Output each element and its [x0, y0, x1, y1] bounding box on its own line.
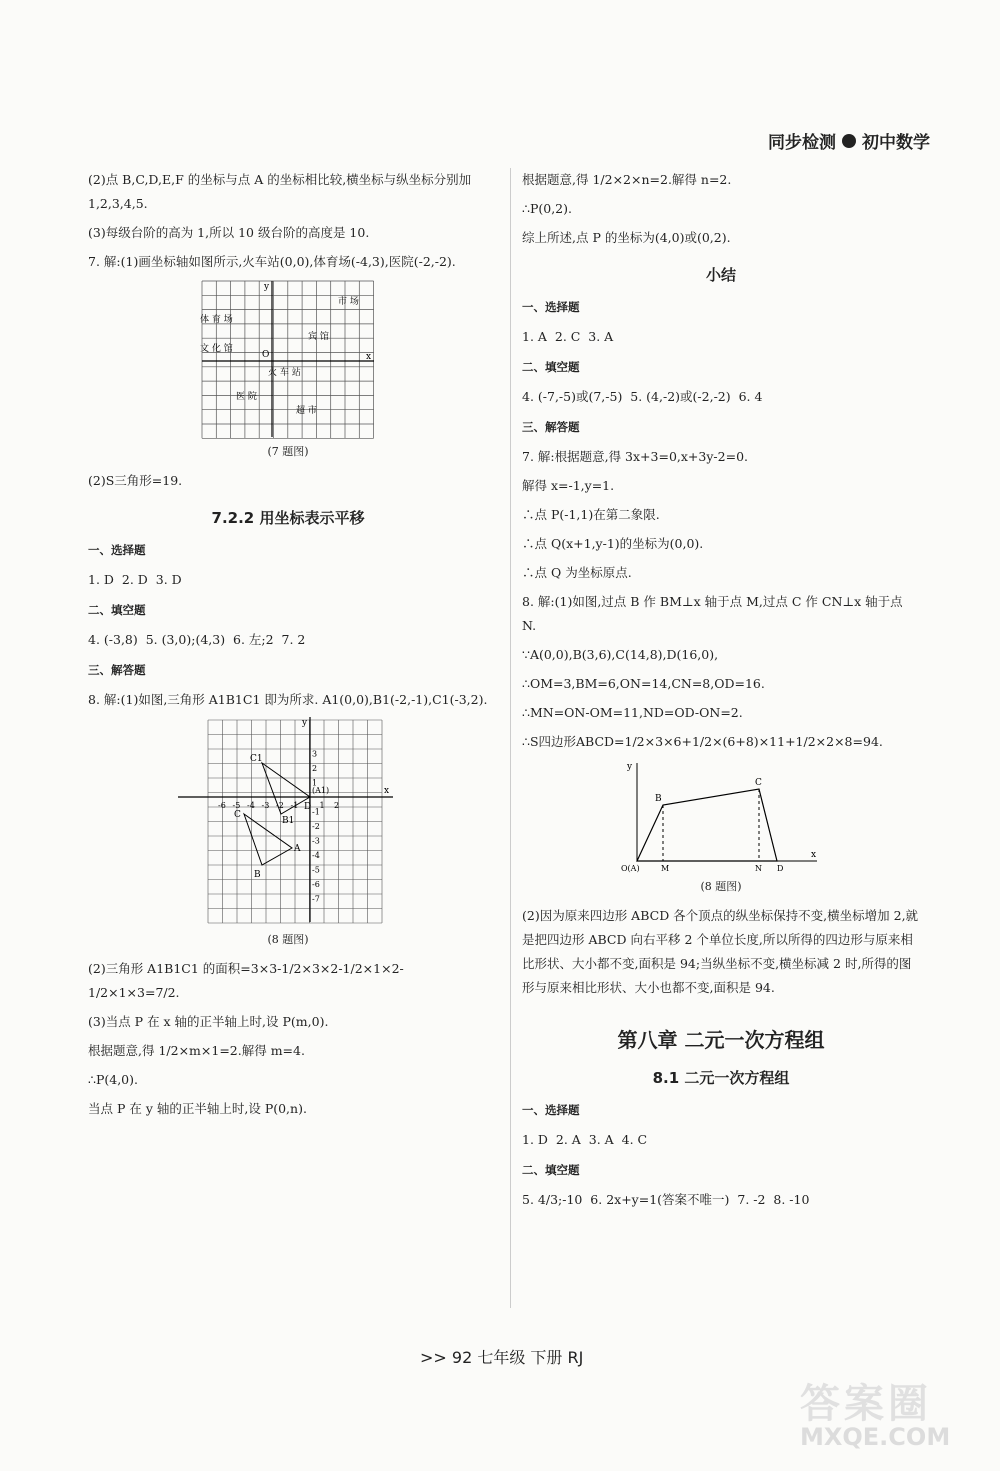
paragraph: 7. 解:(1)画坐标轴如图所示,火车站(0,0),体育场(-4,3),医院(-2,-2). [88, 254, 456, 269]
y-tick-label: -6 [312, 880, 320, 889]
x-tick-label: -4 [247, 801, 255, 810]
answer-line: 4. (-7,-5)或(7,-5) 5. (4,-2)或(-2,-2) 6. 4 [522, 389, 763, 404]
section-heading: 二、填空题 [88, 603, 146, 617]
paragraph: (3)当点 P 在 x 轴的正半轴上时,设 P(m,0). [88, 1014, 329, 1029]
x-tick-label: 2 [334, 801, 340, 810]
point-C: C [234, 810, 241, 820]
watermark-url: MXQE.COM [800, 1423, 951, 1451]
header-left: 同步检测 [768, 133, 836, 153]
fig7-station: 火 车 站 [268, 368, 301, 378]
section-title-7-2-2: 7.2.2 用坐标表示平移 [211, 509, 365, 527]
figure-8-left-grid [178, 717, 398, 927]
paragraph: (2)点 B,C,D,E,F 的坐标与点 A 的坐标相比较,横坐标与纵坐标分别加 1,2,3,4,5. [88, 172, 476, 211]
fig8r-C: C [755, 778, 762, 788]
fig8r-D: D [777, 864, 784, 873]
fig7-hotel: 宾 馆 [308, 332, 329, 342]
fig8-y-label: y [302, 718, 308, 728]
fig7-culture-hall: 文 化 馆 [200, 344, 233, 354]
fig7-market: 市 场 [338, 297, 359, 307]
paragraph: ∴点 Q 为坐标原点. [522, 565, 632, 580]
paragraph: 解得 x=-1,y=1. [522, 478, 615, 493]
y-tick-label: -5 [312, 865, 320, 875]
section-title-8-1: 8.1 二元一次方程组 [652, 1069, 790, 1087]
y-tick-label: 1 [312, 778, 318, 788]
paragraph: 根据题意,得 1/2×m×1=2.解得 m=4. [88, 1043, 305, 1058]
point-C1: C1 [250, 754, 263, 764]
fig7-hospital: 医 院 [236, 392, 257, 402]
x-tick-label: -1 [290, 801, 299, 810]
fig7-origin: O [262, 350, 270, 360]
figure-8-left [178, 717, 398, 927]
paragraph: 根据题意,得 1/2×2×n=2.解得 n=2. [522, 172, 732, 187]
paragraph: (2)S三角形=19. [88, 473, 183, 488]
fig8r-M: M [661, 864, 670, 873]
point-B1: B1 [282, 816, 295, 826]
figure-8-right [621, 759, 821, 874]
y-tick-label: 2 [312, 764, 318, 773]
paragraph: ∴S四边形ABCD=1/2×3×6+1/2×(6+8)×11+1/2×2×8=94. [522, 734, 883, 749]
fig7-supermarket: 超 市 [296, 406, 317, 416]
point-A: A [294, 844, 301, 854]
page-footer: >> 92 七年级 下册 RJ [420, 1348, 584, 1367]
section-heading: 二、填空题 [522, 360, 580, 374]
section-heading: 一、选择题 [88, 543, 146, 557]
paragraph: ∴P(0,2). [522, 201, 572, 216]
paragraph: (2)三角形 A1B1C1 的面积=3×3-1/2×3×2-1/2×1×2-1/2×1×3=7/2. [88, 961, 404, 1000]
paragraph: 当点 P 在 y 轴的正半轴上时,设 P(0,n). [88, 1101, 307, 1116]
fig7-y-label: y [264, 282, 270, 292]
answer-line: 4. (-3,8) 5. (3,0);(4,3) 6. 左;2 7. 2 [88, 632, 306, 647]
y-tick-label: -7 [312, 894, 320, 904]
figure-8-right-diagram [621, 759, 821, 874]
paragraph: 8. 解:(1)如图,三角形 A1B1C1 即为所求. A1(0,0),B1(-2,-1),C1(-3,2). [88, 692, 488, 707]
y-tick-label: 3 [312, 749, 318, 759]
answer-line: 1. A 2. C 3. A [522, 329, 614, 344]
paragraph: 7. 解:根据题意,得 3x+3=0,x+3y-2=0. [522, 449, 749, 464]
x-tick-label: -5 [232, 801, 241, 810]
section-heading: 三、解答题 [522, 420, 580, 434]
y-tick-label: -2 [312, 822, 320, 831]
x-tick-label: -6 [218, 801, 226, 810]
paragraph: ∵A(0,0),B(3,6),C(14,8),D(16,0), [522, 647, 719, 662]
paragraph: 8. 解:(1)如图,过点 B 作 BM⊥x 轴于点 M,过点 C 作 CN⊥x 轴于点 N. [522, 594, 907, 633]
paragraph: ∴OM=3,BM=6,ON=14,CN=8,OD=16. [522, 676, 765, 691]
paragraph: ∴P(4,0). [88, 1072, 138, 1087]
point-A1: (A1) [312, 786, 330, 795]
section-heading: 一、选择题 [522, 300, 580, 314]
watermark [800, 1372, 950, 1451]
column-divider [510, 168, 511, 1308]
answer-line: 5. 4/3;-10 6. 2x+y=1(答案不唯一) 7. -2 8. -10 [522, 1192, 810, 1207]
section-heading: 一、选择题 [522, 1103, 580, 1117]
section-heading: 三、解答题 [88, 663, 146, 677]
answer-line: 1. D 2. D 3. D [88, 572, 182, 587]
paragraph: ∴点 Q(x+1,y-1)的坐标为(0,0). [522, 536, 704, 551]
x-tick-label: -3 [261, 801, 270, 810]
fig8r-O: O(A) [621, 864, 640, 873]
y-tick-label: -4 [312, 851, 320, 860]
section-heading: 二、填空题 [522, 1163, 580, 1177]
figure-7-grid [198, 279, 378, 439]
header-right: 初中数学 [862, 133, 930, 153]
fig8r-y: y [627, 762, 633, 772]
paragraph: (2)因为原来四边形 ABCD 各个顶点的纵坐标保持不变,横坐标增加 2,就是把四边形 ABCD 向右平移 2 个单位长度,所以所得的四边形与原来相比形状、大小都不变,面积是 94;当纵坐标不变,横坐标减 2 时,所得的图形与原来相比形状、大小也都不变,面积是 94. [522, 908, 919, 995]
figure-8-caption: (8 题图) [267, 933, 309, 946]
paragraph: ∴点 P(-1,1)在第二象限. [522, 507, 660, 522]
y-tick-label: -1 [312, 807, 320, 817]
bulb-icon [842, 134, 856, 148]
figure-7 [198, 279, 378, 439]
figure-8-right-caption: (8 题图) [700, 880, 742, 893]
right-column [522, 168, 920, 1217]
paragraph: ∴MN=ON-OM=11,ND=OD-ON=2. [522, 705, 743, 720]
summary-title: 小结 [705, 266, 736, 284]
fig8r-x: x [811, 850, 817, 860]
y-tick-label: -3 [312, 836, 320, 846]
fig8r-B: B [655, 794, 662, 804]
left-column [88, 168, 488, 1126]
watermark-logo: 答案圈 [800, 1381, 932, 1427]
x-tick-label: -2 [276, 801, 284, 810]
x-tick-label: 1 [319, 801, 325, 810]
answer-line: 1. D 2. A 3. A 4. C [522, 1132, 648, 1147]
fig8-x-label: x [384, 786, 390, 796]
fig7-x-label: x [366, 352, 372, 362]
figure-7-caption: (7 题图) [267, 445, 309, 458]
fig8r-N: N [755, 864, 762, 873]
page-header [768, 128, 930, 153]
paragraph: (3)每级台阶的高为 1,所以 10 级台阶的高度是 10. [88, 225, 370, 240]
point-B: B [254, 870, 261, 880]
paragraph: 综上所述,点 P 的坐标为(4,0)或(0,2). [522, 230, 731, 245]
fig7-stadium: 体 育 场 [200, 315, 233, 325]
chapter-title: 第八章 二元一次方程组 [617, 1028, 825, 1052]
point-D: D [304, 802, 312, 812]
